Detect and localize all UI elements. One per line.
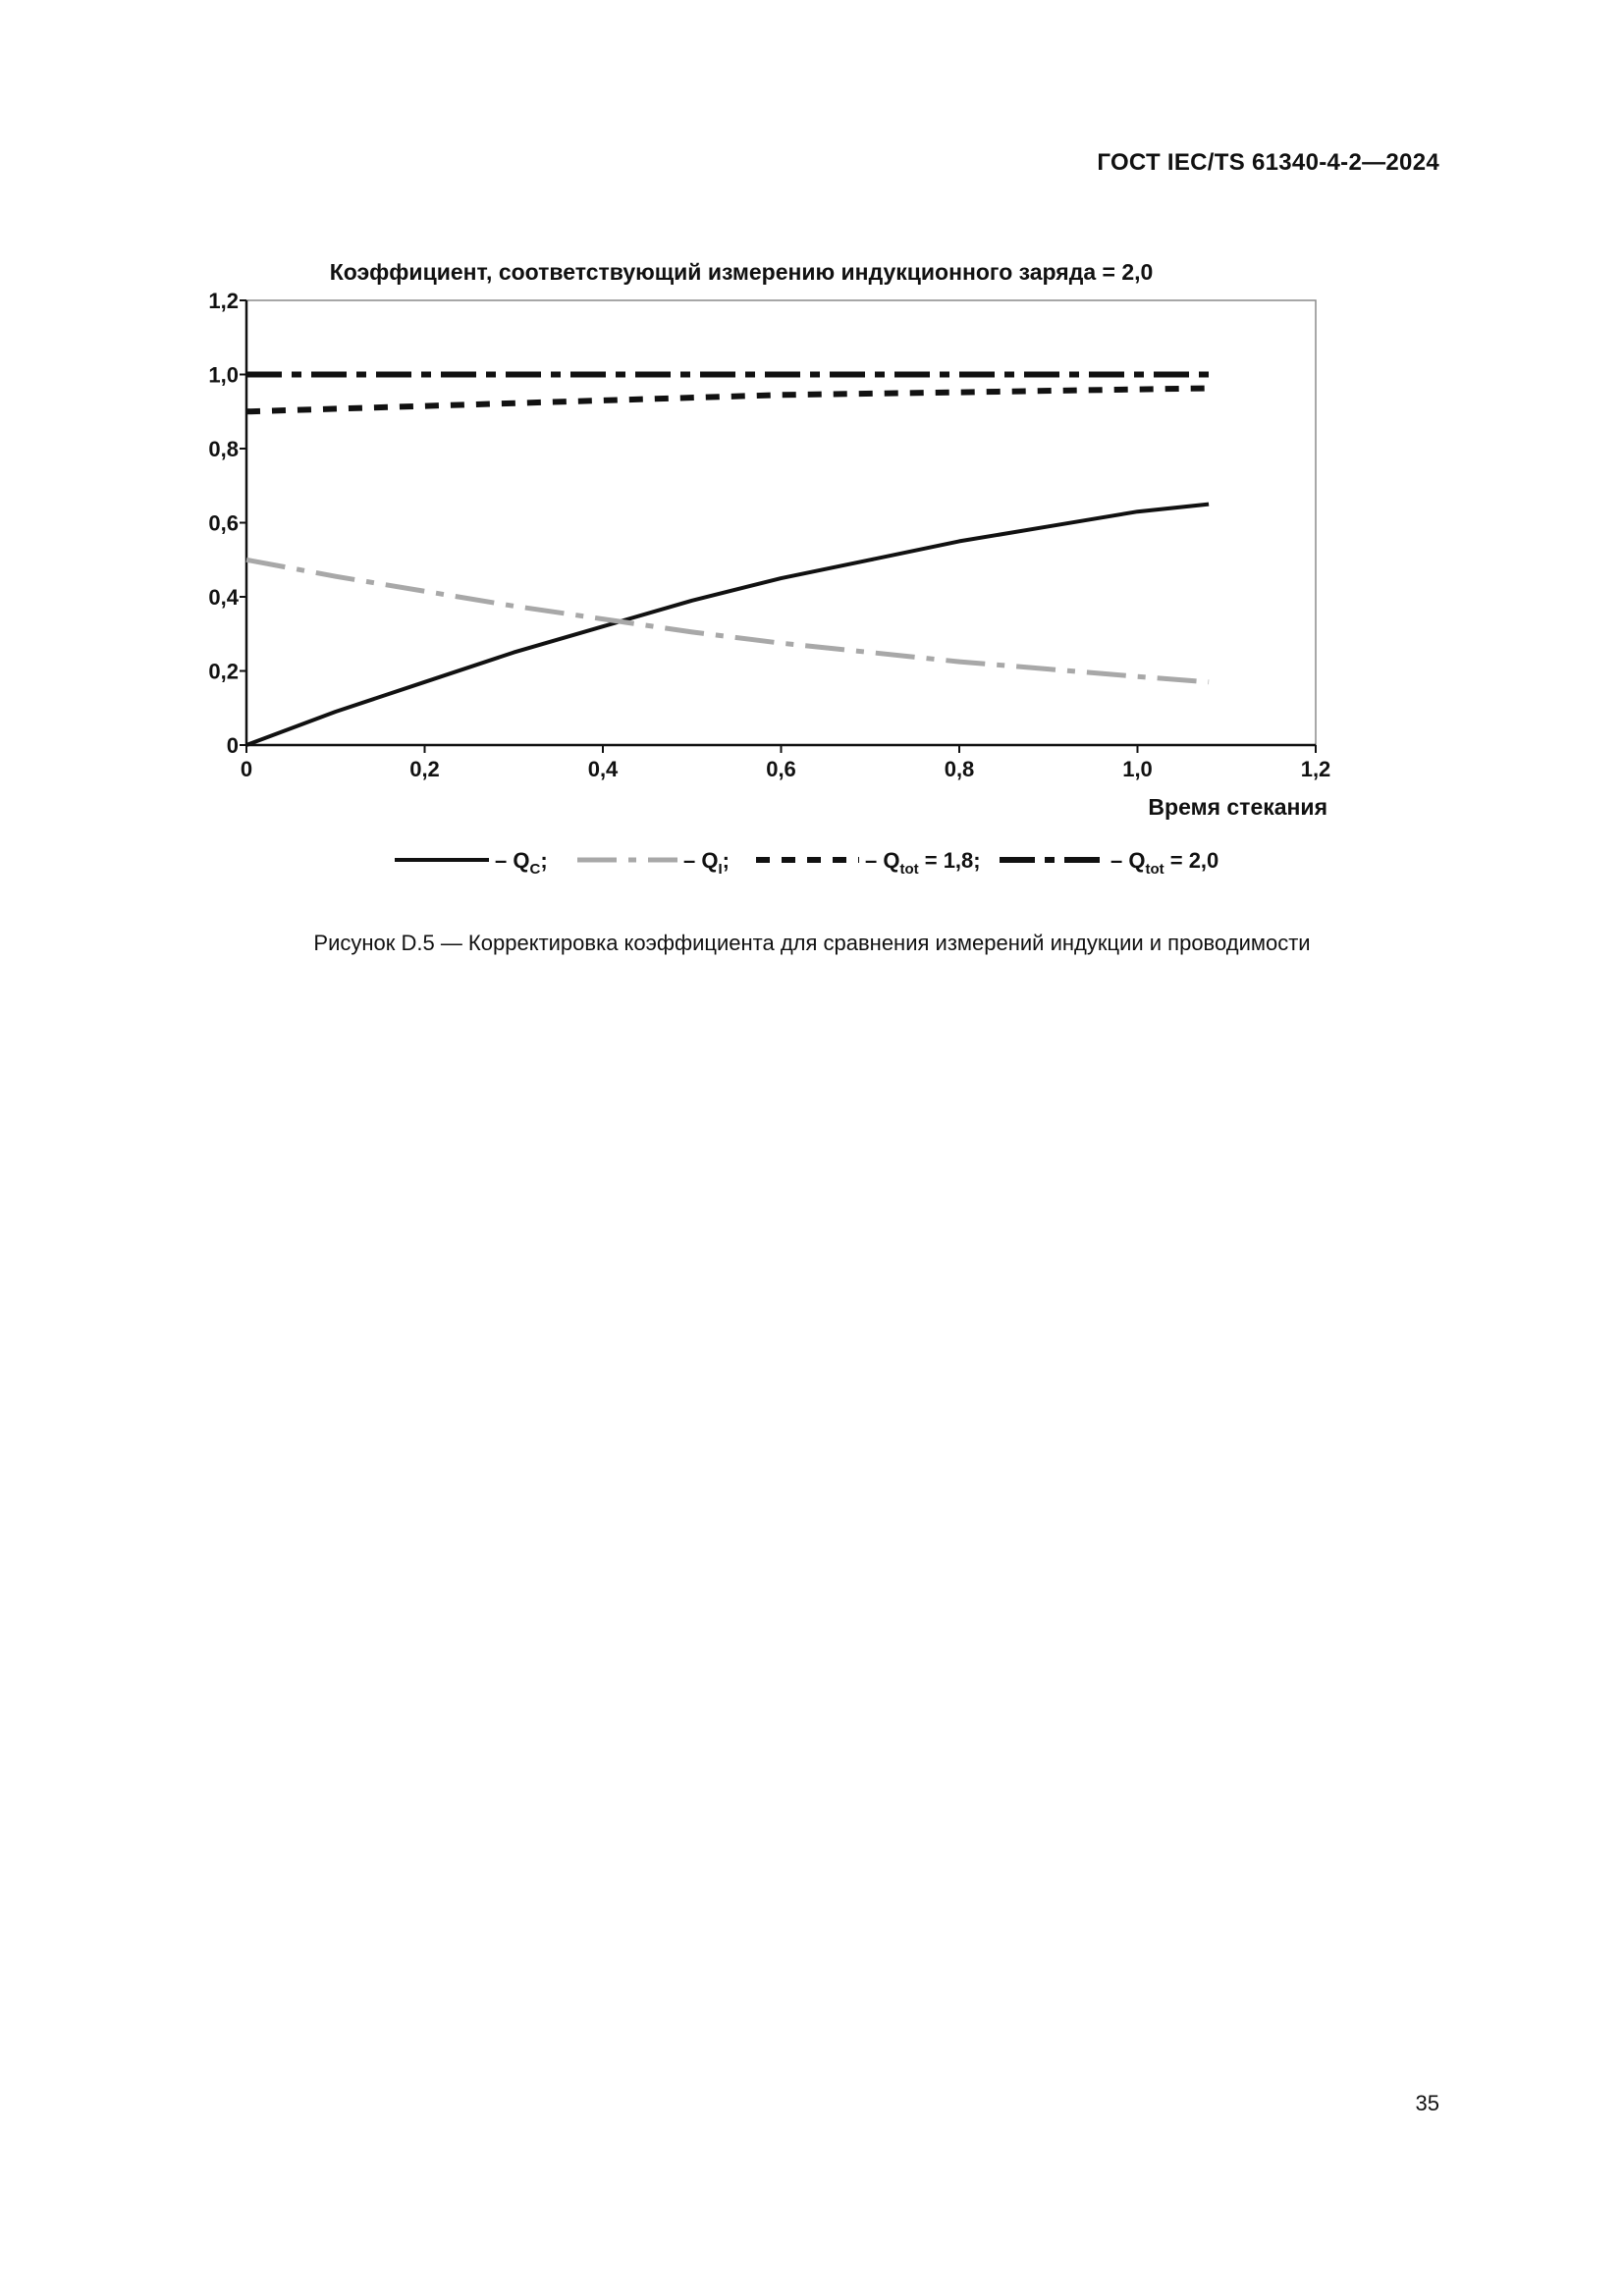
series-line-1 [246, 505, 1209, 745]
y-tick-label: 0,6 [208, 510, 239, 536]
y-tick-label: 0,2 [208, 659, 239, 684]
legend-label-4: – $Q_{tot} = 2,0$ [1110, 848, 1219, 878]
x-tick-label: 0,8 [944, 757, 975, 781]
y-tick-label: 0,4 [208, 585, 239, 610]
series-layer [246, 375, 1209, 746]
plot-frame [246, 300, 1316, 745]
chart-title: Коэффициент, соответствующий измерению индукционного заряда = 2,0 [329, 259, 1154, 285]
y-tick-label: 1,2 [208, 289, 239, 313]
x-tick-label: 0,4 [587, 757, 619, 781]
chart [0, 0, 1624, 913]
series-line-2 [246, 560, 1209, 682]
y-tick-label: 1,0 [208, 362, 239, 388]
axes [208, 289, 1330, 820]
document-header: ГОСТ IEC/TS 61340-4-2—2024 [1097, 149, 1439, 176]
x-tick-label: 0,6 [766, 757, 796, 781]
legend-label-1: – $Q_C$; [495, 848, 548, 878]
legend-label-2: – $Q_I$; [683, 848, 730, 878]
series-line-3 [246, 389, 1209, 412]
x-tick-label: 0,2 [409, 757, 440, 781]
legend [395, 848, 1218, 878]
x-tick-label: 1,2 [1300, 757, 1331, 781]
x-tick-label: 0 [240, 757, 253, 781]
x-tick-label: 1,0 [1122, 757, 1153, 781]
y-tick-label: 0 [226, 733, 239, 758]
x-axis-title: Время стекания [1148, 794, 1327, 820]
legend-label-3: – $Q_{tot} = 1,8$; [865, 848, 981, 878]
page-number: 35 [1415, 2091, 1439, 2115]
y-tick-label: 0,8 [208, 437, 239, 461]
figure-caption: Рисунок D.5 — Корректировка коэффициента для сравнения измерений индукции и проводимости [313, 931, 1311, 955]
